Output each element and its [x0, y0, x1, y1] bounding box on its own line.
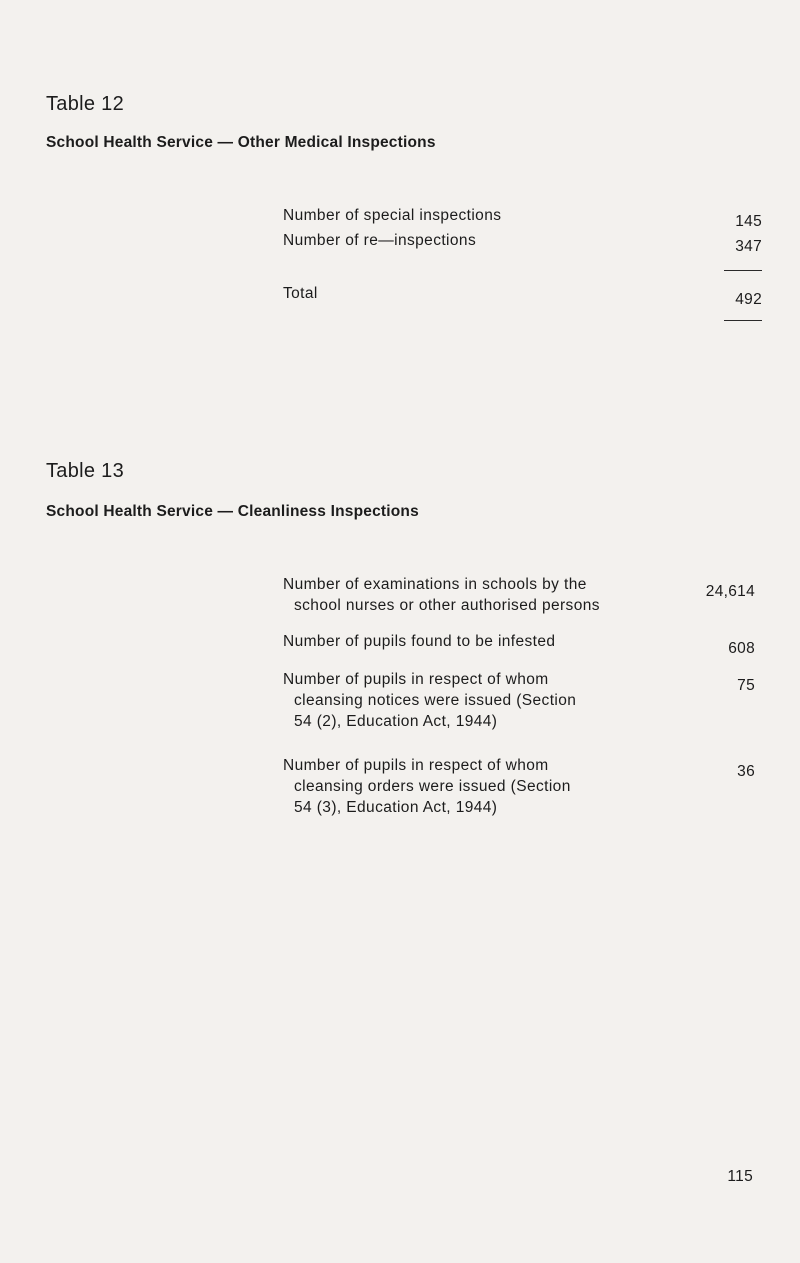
- re-inspections-label: Number of re—inspections: [283, 232, 477, 249]
- subtotal-rule: [724, 270, 762, 271]
- cleansing-notices-label: [283, 669, 576, 732]
- table-12-subtitle: School Health Service — Other Medical Inspections: [46, 134, 436, 151]
- total-value: 492: [735, 291, 762, 308]
- table-13-title: Table 13: [46, 460, 125, 482]
- cleansing-notices-value: 75: [737, 677, 755, 694]
- infested-value: 608: [728, 640, 755, 657]
- cleansing-notices-label-line-2: cleansing notices were issued (Section: [294, 692, 577, 709]
- examinations-label-line-1: Number of examinations in schools by the: [283, 576, 587, 593]
- cleansing-notices-label-line-3: 54 (2), Education Act, 1944): [294, 713, 498, 730]
- cleansing-orders-label-line-1: Number of pupils in respect of whom: [283, 757, 549, 774]
- infested-label-line-1: Number of pupils found to be infested: [283, 633, 556, 650]
- examinations-label: [283, 574, 600, 616]
- table-13-subtitle: School Health Service — Cleanliness Inspections: [46, 503, 419, 520]
- cleansing-orders-label-line-2: cleansing orders were issued (Section: [294, 778, 571, 795]
- page-number: 115: [727, 1168, 753, 1185]
- infested-label: [283, 631, 555, 652]
- re-inspections-value: 347: [735, 238, 762, 255]
- special-inspections-label: Number of special inspections: [283, 207, 502, 224]
- cleansing-orders-label-line-3: 54 (3), Education Act, 1944): [294, 799, 498, 816]
- cleansing-orders-label: [283, 755, 571, 818]
- examinations-value: 24,614: [705, 583, 755, 600]
- table-12-title: Table 12: [46, 93, 125, 115]
- total-rule: [724, 320, 762, 321]
- total-label: Total: [283, 285, 318, 302]
- examinations-label-line-2: school nurses or other authorised persons: [294, 597, 600, 614]
- special-inspections-value: 145: [735, 213, 762, 230]
- cleansing-orders-value: 36: [737, 763, 755, 780]
- cleansing-notices-label-line-1: Number of pupils in respect of whom: [283, 671, 549, 688]
